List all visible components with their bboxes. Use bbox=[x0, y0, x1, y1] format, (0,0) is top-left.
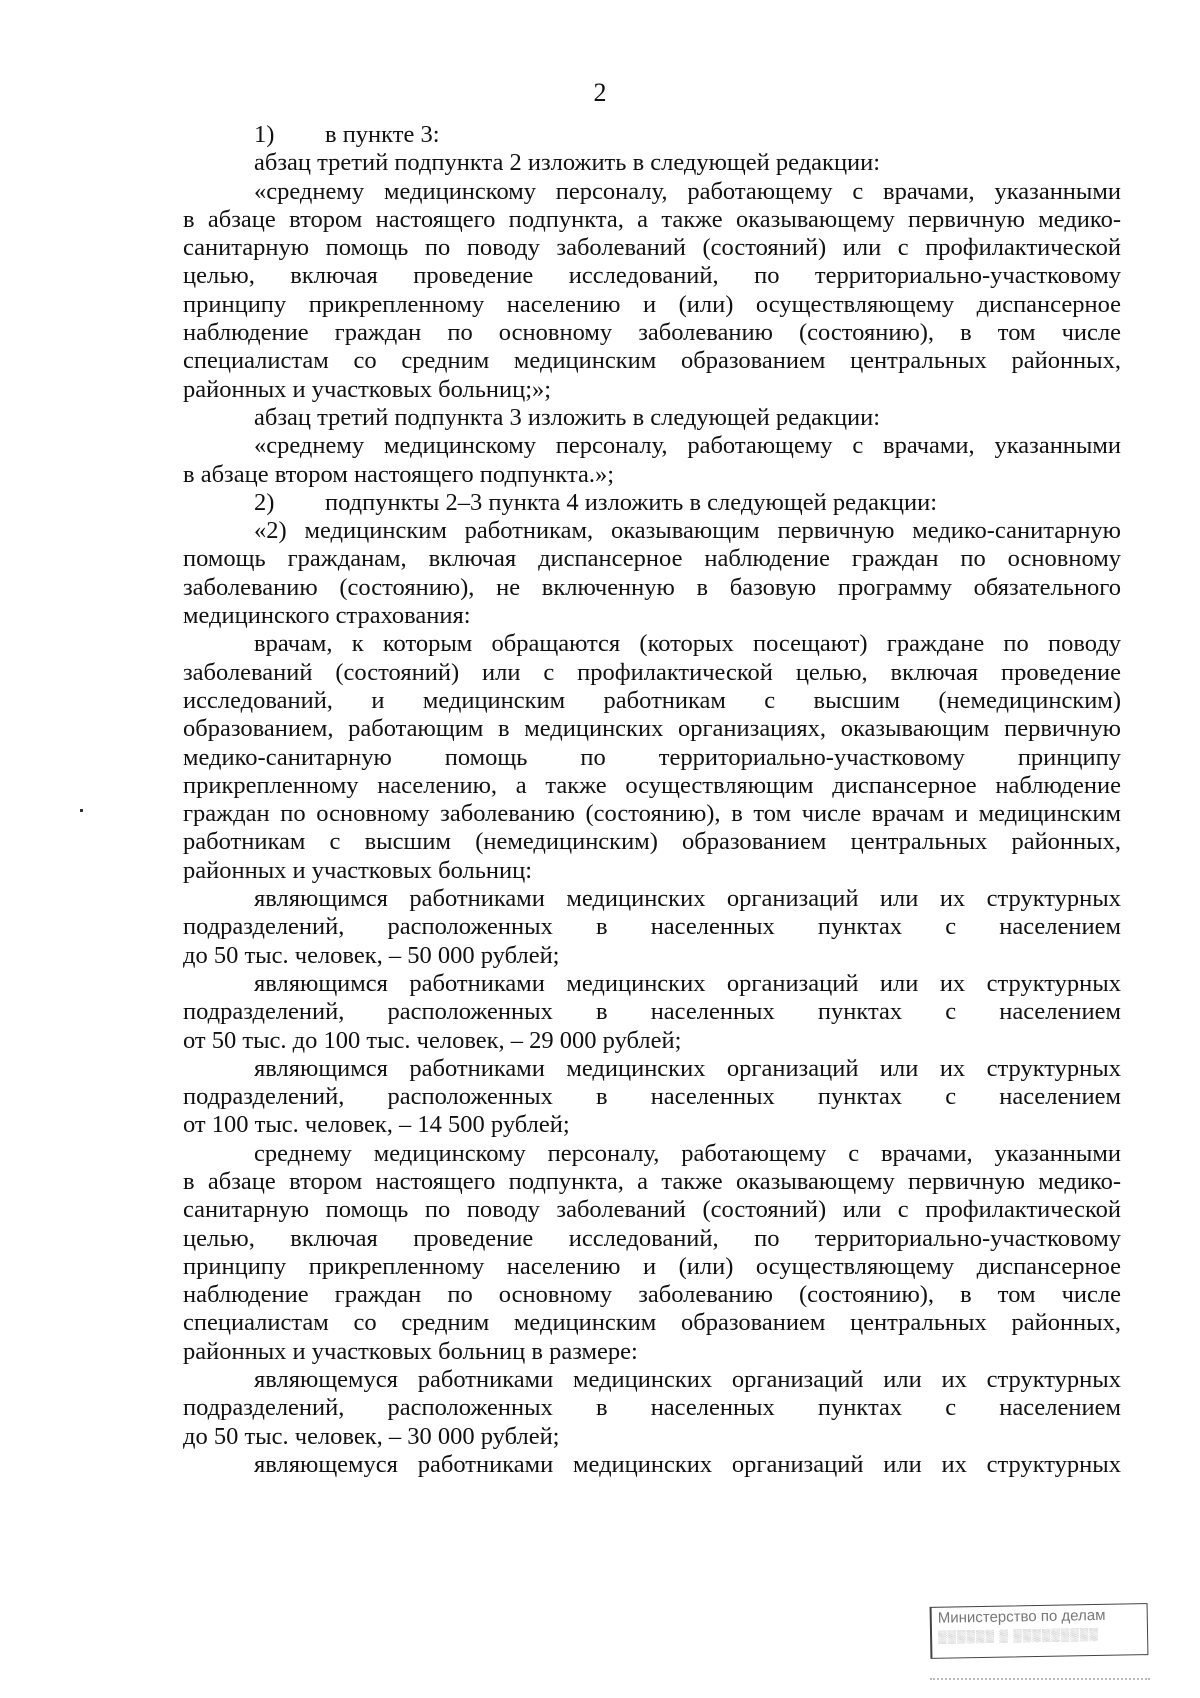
text-line bbox=[183, 545, 1121, 573]
line-text: абзац третий подпункта 2 изложить в следующей редакции: bbox=[254, 149, 881, 177]
line-text: граждан по основному заболеванию (состоянию), в том числе врачам и медицинским bbox=[183, 800, 1121, 828]
line-text: специалистам со средним медицинским образованием центральных районных, bbox=[183, 347, 1121, 375]
stamp-underline bbox=[930, 1678, 1150, 1682]
text-line bbox=[183, 347, 1121, 375]
text-line bbox=[183, 1253, 1121, 1281]
text-line bbox=[183, 857, 1121, 885]
text-line bbox=[183, 1451, 1121, 1479]
line-text: исследований, и медицинским работникам с высшим (немедицинским) bbox=[183, 686, 1121, 714]
line-text: абзац третий подпункта 3 изложить в следующей редакции: bbox=[254, 403, 881, 431]
text-line bbox=[183, 517, 1121, 545]
text-line bbox=[183, 1309, 1121, 1337]
text-line bbox=[183, 376, 1121, 404]
text-line bbox=[183, 942, 1121, 970]
line-text: районных и участковых больниц;»; bbox=[183, 375, 552, 403]
text-line bbox=[183, 1281, 1121, 1309]
list-number: 1) bbox=[254, 121, 275, 148]
line-text: в абзаце втором настоящего подпункта, а также оказывающему первичную медико- bbox=[183, 205, 1121, 233]
line-text: медико-санитарную помощь по территориально-участковому принципу bbox=[183, 743, 1121, 771]
stamp-illegible-line: ▒▒▒▒▒▒ ▒ ▒▒▒▒▒▒▒▒▒ bbox=[937, 1626, 1099, 1644]
line-text: принципу прикрепленному населению и (или) осуществляющему диспансерное bbox=[183, 1252, 1121, 1280]
text-line bbox=[183, 828, 1121, 856]
line-text: подпункты 2–3 пункта 4 изложить в следующей редакции: bbox=[325, 488, 937, 516]
line-text: подразделений, расположенных в населенных пунктах с населением bbox=[183, 998, 1121, 1026]
line-text: подразделений, расположенных в населенных пунктах с населением bbox=[183, 1083, 1121, 1111]
line-text: среднему медицинскому персоналу, работающему с врачами, указанными bbox=[254, 1139, 1121, 1167]
text-line bbox=[183, 1423, 1121, 1451]
text-line bbox=[183, 1366, 1121, 1394]
line-text: прикрепленному населению, а также осуществляющим диспансерное наблюдение bbox=[183, 771, 1121, 799]
text-line bbox=[183, 262, 1121, 290]
line-text: заболеванию (состоянию), не включенную в базовую программу обязательного bbox=[183, 573, 1121, 601]
text-line bbox=[183, 432, 1121, 460]
line-text: санитарную помощь по поводу заболеваний (состояний) или с профилактической bbox=[183, 234, 1121, 262]
scan-speck bbox=[80, 809, 83, 812]
document-body bbox=[183, 121, 1121, 1479]
line-text: подразделений, расположенных в населенных пунктах с населением bbox=[183, 1394, 1121, 1422]
text-line bbox=[183, 970, 1121, 998]
text-line bbox=[183, 630, 1121, 658]
line-text: врачам, к которым обращаются (которых посещают) граждане по поводу bbox=[254, 630, 1121, 658]
text-line bbox=[183, 885, 1121, 913]
text-line bbox=[183, 404, 1121, 432]
text-line bbox=[183, 602, 1121, 630]
text-line bbox=[183, 489, 1121, 517]
line-text: районных и участковых больниц в размере: bbox=[183, 1337, 638, 1365]
line-text: в абзаце втором настоящего подпункта.»; bbox=[183, 460, 615, 488]
text-line bbox=[183, 574, 1121, 602]
stamp-line: Министерство по делам bbox=[937, 1606, 1106, 1627]
text-line bbox=[183, 800, 1121, 828]
text-line bbox=[183, 687, 1121, 715]
text-line bbox=[183, 149, 1121, 177]
line-text: «2) медицинским работникам, оказывающим первичную медико-санитарную bbox=[254, 517, 1121, 545]
text-line bbox=[183, 319, 1121, 347]
line-text: специалистам со средним медицинским образованием центральных районных, bbox=[183, 1309, 1121, 1337]
text-line bbox=[183, 659, 1121, 687]
text-line bbox=[183, 1027, 1121, 1055]
line-text: целью, включая проведение исследований, по территориально-участковому bbox=[183, 262, 1121, 290]
line-text: наблюдение граждан по основному заболеванию (состоянию), в том числе bbox=[183, 319, 1121, 347]
line-text: принципу прикрепленному населению и (или) осуществляющему диспансерное bbox=[183, 290, 1121, 318]
line-text: работникам с высшим (немедицинским) образованием центральных районных, bbox=[183, 828, 1121, 856]
text-line bbox=[183, 1140, 1121, 1168]
text-line bbox=[183, 178, 1121, 206]
text-line bbox=[183, 913, 1121, 941]
text-line bbox=[183, 715, 1121, 743]
text-line bbox=[183, 1225, 1121, 1253]
text-line bbox=[183, 291, 1121, 319]
line-text: «среднему медицинскому персоналу, работающему с врачами, указанными bbox=[254, 432, 1121, 460]
text-line bbox=[183, 1394, 1121, 1422]
text-line bbox=[183, 998, 1121, 1026]
line-text: являющемуся работниками медицинских организаций или их структурных bbox=[254, 1366, 1121, 1394]
line-text: «среднему медицинскому персоналу, работающему с врачами, указанными bbox=[254, 177, 1121, 205]
line-text: являющимся работниками медицинских организаций или их структурных bbox=[254, 969, 1121, 997]
text-line bbox=[183, 1196, 1121, 1224]
line-text: до 50 тыс. человек, – 50 000 рублей; bbox=[183, 941, 560, 969]
line-text: целью, включая проведение исследований, по территориально-участковому bbox=[183, 1224, 1121, 1252]
text-line bbox=[183, 234, 1121, 262]
line-text: подразделений, расположенных в населенных пунктах с населением bbox=[183, 913, 1121, 941]
line-text: в пункте 3: bbox=[325, 121, 440, 148]
line-text: образованием, работающим в медицинских организациях, оказывающим первичную bbox=[183, 715, 1121, 743]
line-text: от 100 тыс. человек, – 14 500 рублей; bbox=[183, 1111, 570, 1139]
line-text: медицинского страхования: bbox=[183, 602, 471, 630]
line-text: санитарную помощь по поводу заболеваний (состояний) или с профилактической bbox=[183, 1196, 1121, 1224]
text-line bbox=[183, 1111, 1121, 1139]
list-number: 2) bbox=[254, 488, 275, 516]
text-line bbox=[183, 1168, 1121, 1196]
line-text: являющимся работниками медицинских организаций или их структурных bbox=[254, 885, 1121, 913]
text-line bbox=[183, 461, 1121, 489]
line-text: являющемуся работниками медицинских организаций или их структурных bbox=[254, 1450, 1121, 1478]
text-line bbox=[183, 206, 1121, 234]
line-text: районных и участковых больниц: bbox=[183, 856, 533, 884]
text-line bbox=[183, 1338, 1121, 1366]
text-line bbox=[183, 1083, 1121, 1111]
line-text: являющимся работниками медицинских организаций или их структурных bbox=[254, 1054, 1121, 1082]
text-line bbox=[183, 1055, 1121, 1083]
text-line bbox=[183, 772, 1121, 800]
page-number: 2 bbox=[593, 78, 607, 107]
text-line bbox=[183, 121, 1121, 149]
line-text: до 50 тыс. человек, – 30 000 рублей; bbox=[183, 1422, 560, 1450]
registration-stamp bbox=[930, 1603, 1149, 1659]
line-text: заболеваний (состояний) или с профилактической целью, включая проведение bbox=[183, 658, 1121, 686]
line-text: в абзаце втором настоящего подпункта, а также оказывающему первичную медико- bbox=[183, 1167, 1121, 1195]
line-text: наблюдение граждан по основному заболеванию (состоянию), в том числе bbox=[183, 1281, 1121, 1309]
line-text: помощь гражданам, включая диспансерное наблюдение граждан по основному bbox=[183, 545, 1121, 573]
text-line bbox=[183, 744, 1121, 772]
line-text: от 50 тыс. до 100 тыс. человек, – 29 000 рублей; bbox=[183, 1026, 682, 1054]
